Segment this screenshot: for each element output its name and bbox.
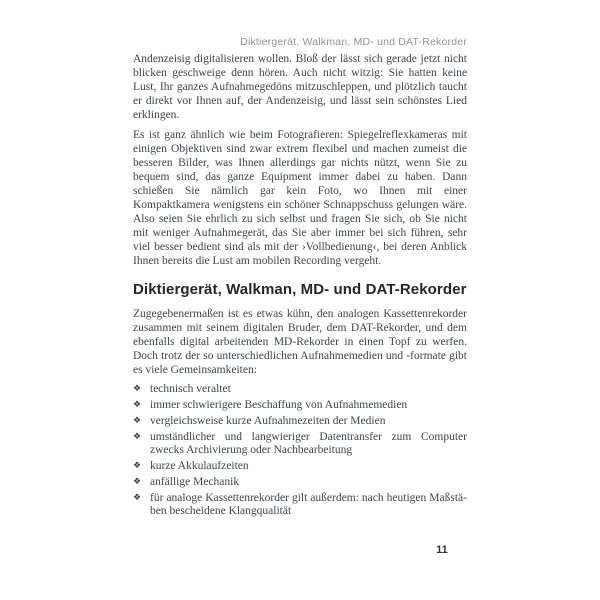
list-item-text: immer schwierigere Beschaffung von Aufnahmemedien <box>150 399 408 411</box>
list-item-text: umständlicher und langwieriger Datentransfer zum Computer zwecks Archivierung oder Nachbearbeitung <box>150 431 467 456</box>
diamond-bullet-icon: ❖ <box>133 432 142 442</box>
list-item-text: anfällige Mechanik <box>150 476 240 488</box>
diamond-bullet-icon: ❖ <box>133 461 142 471</box>
list-item <box>133 492 467 518</box>
section-heading: Diktiergerät, Walkman, MD- und DAT-Rekorder <box>133 281 467 298</box>
list-item <box>133 431 467 457</box>
list-item-text: für analoge Kassettenrekorder gilt außerdem: nach heutigen Maßstäben bescheidene Klangqualität <box>150 492 467 517</box>
list-item <box>133 476 467 489</box>
page-number: 11 <box>436 544 448 556</box>
paragraph-2: Es ist ganz ähnlich wie beim Fotografieren: Spiegelreflexkameras mit einigen Objektiven sind zwar extrem flexibel und machen zumeist die besseren Bilder, was Ihnen allerdings gar nichts nützt, wenn Sie zu bequem sind, das ganze Equipment immer dabei zu haben. Dann schießen Sie nämlich gar kein Foto, wo Ihnen mit einer Kompaktkamera wenigstens ein schöner Schnappschuss gelungen wäre. Also seien Sie ehrlich zu sich selbst und fragen Sie sich, ob Sie nicht mit weniger Aufnahmegerät, das Sie aber immer bei sich führen, sehr viel besser bedient sind als mit der ›Vollbedienung‹, bei deren Anblick Ihnen bereits die Lust am mobilen Recording vergeht. <box>133 129 467 267</box>
paragraph-1: Andenzeisig digitalisieren wollen. Bloß der lässt sich gerade jetzt nicht blicken geschweige denn hören. Auch nicht witzig: Sie hatten keine Lust, Ihr ganzes Aufnahmegedöns mitzuschleppen, und plötzlich taucht er direkt vor Ihnen auf, der Andenzeisig, und lässt sein schönstes Lied erklingen. <box>133 53 467 121</box>
bullet-list <box>133 383 467 518</box>
list-item <box>133 415 467 428</box>
list-item-text: kurze Akkulaufzeiten <box>150 460 249 472</box>
list-item <box>133 383 467 396</box>
page-content <box>133 52 467 521</box>
paragraph-3: Zugegebenermaßen ist es etwas kühn, den analogen Kassettenrekorder zusammen mit seinem digitalen Bruder, dem DAT-Rekorder, und dem ebenfalls digital arbeitenden MD-Rekorder in einen Topf zu werfen. Doch trotz der so unterschiedlichen Aufnahmemedien und -formate gibt es viele Gemeinsamkeiten: <box>133 308 467 376</box>
running-head: Diktiergerät, Walkman, MD- und DAT-Rekorder <box>240 36 467 48</box>
diamond-bullet-icon: ❖ <box>133 493 142 503</box>
diamond-bullet-icon: ❖ <box>133 400 142 410</box>
list-item <box>133 399 467 412</box>
list-item-text: vergleichsweise kurze Aufnahmezeiten der Medien <box>150 415 386 427</box>
list-item <box>133 460 467 473</box>
diamond-bullet-icon: ❖ <box>133 477 142 487</box>
diamond-bullet-icon: ❖ <box>133 384 142 394</box>
list-item-text: technisch veraltet <box>150 383 231 395</box>
diamond-bullet-icon: ❖ <box>133 416 142 426</box>
